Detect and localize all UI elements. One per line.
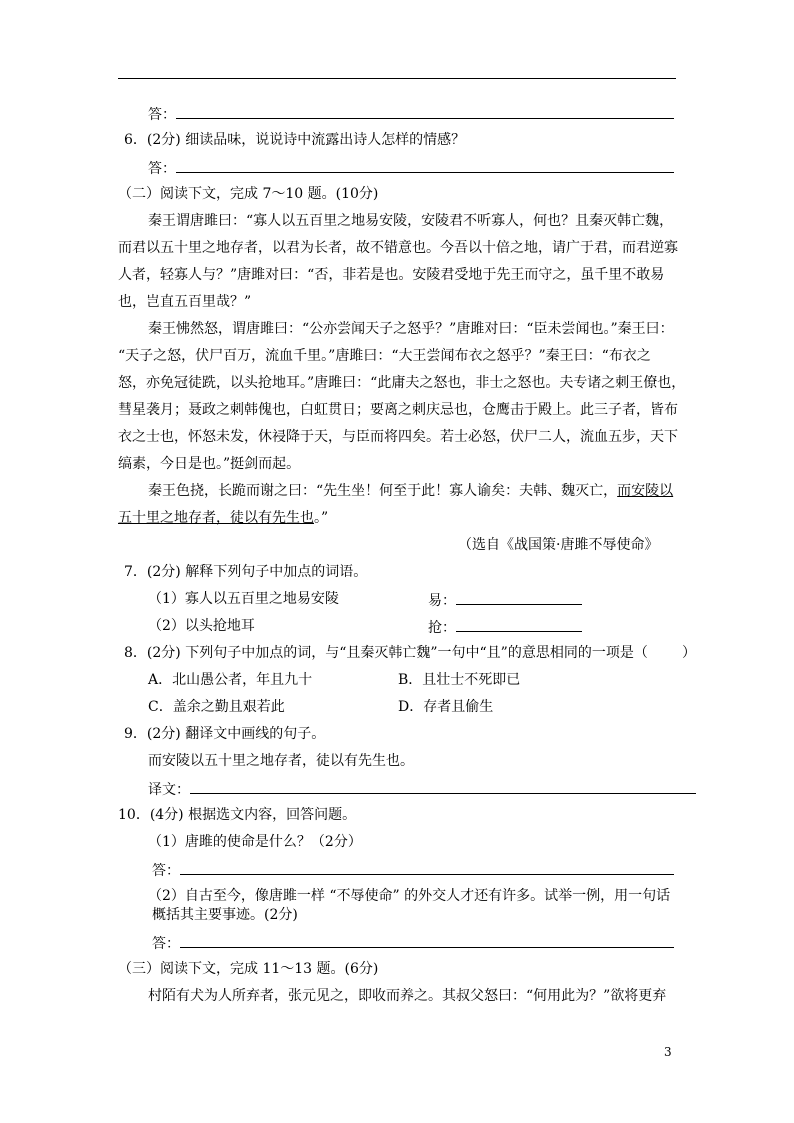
q8-option-d: D．存者且偷生: [398, 699, 494, 715]
answer-label: 答：: [152, 936, 180, 952]
question-7: 7．(2分) 解释下列句子中加点的词语。: [124, 564, 368, 580]
q7-item-2-answer: [428, 616, 582, 638]
passage-line: [118, 508, 328, 528]
underlined-sentence: 而安陵以: [617, 483, 674, 499]
answer-q10-2: [152, 932, 674, 954]
answer-blank[interactable]: [180, 932, 674, 948]
q8-option-b: B．且壮士不死即已: [398, 672, 521, 688]
answer-label: 答：: [148, 161, 176, 177]
header-rule: [118, 78, 676, 79]
answer-q10-1: [152, 859, 674, 881]
answer-label: 答：: [152, 863, 180, 879]
passage-line: [148, 481, 673, 501]
passage-line: 秦王谓唐雎曰：“寡人以五百里之地易安陵，安陵君不听寡人，何也？且秦灭韩亡魏，: [148, 213, 674, 229]
passage-line: 也，岂直五百里哉？”: [118, 294, 252, 310]
answer-q5: [148, 103, 674, 125]
section-2-heading: （二）阅读下文，完成 7～10 题。(10分): [118, 186, 379, 202]
passage-text: 秦王色挠，长跪而谢之曰：“先生坐！何至于此！寡人谕矣：夫韩、魏灭亡，: [148, 483, 618, 499]
q8-paren-close: ）: [682, 645, 696, 661]
answer-blank[interactable]: [190, 778, 696, 794]
answer-label: 抢：: [428, 620, 456, 636]
passage-line: 彗星袭月；聂政之刺韩傀也，白虹贯日；要离之刺庆忌也，仓鹰击于殿上。此三子者，皆布: [118, 402, 678, 418]
q9-answer: [148, 778, 696, 800]
q7-item-1-answer: [428, 589, 582, 611]
underlined-sentence: 五十里之地存者，徒以有先生也: [118, 510, 314, 526]
q10-sub-1: （1）唐雎的使命是什么？（2分）: [148, 834, 362, 850]
question-8: 8．(2分) 下列句子中加点的词，与“且秦灭韩亡魏”一句中“且”的意思相同的一项是（: [124, 645, 648, 661]
answer-label: 答：: [148, 107, 176, 123]
passage-line: 秦王怫然怒，谓唐雎曰：“公亦尝闻天子之怒乎？”唐雎对曰：“臣未尝闻也。”秦王曰：: [148, 321, 674, 337]
answer-blank[interactable]: [180, 859, 674, 875]
passage-line: 衣之士也，怀怒未发，休祲降于天，与臣而将四矣。若士必怒，伏尸二人，流血五步，天下: [118, 429, 678, 445]
q9-sentence: 而安陵以五十里之地存者，徒以有先生也。: [148, 753, 414, 769]
passage-source: （选自《战国策·唐雎不辱使命》: [458, 537, 659, 553]
answer-label: 易：: [428, 593, 456, 609]
q10-sub-2: （2）自古至今，像唐雎一样 “不辱使命” 的外交人才还有许多。试举一例，用一句话: [148, 888, 671, 904]
passage-line: “天子之怒，伏尸百万，流血千里。”唐雎曰：“大王尝闻布衣之怒乎？”秦王曰：“布衣之: [118, 348, 651, 364]
question-10: 10．(4分) 根据选文内容，回答问题。: [118, 807, 357, 823]
answer-blank[interactable]: [456, 616, 582, 632]
answer-blank[interactable]: [456, 589, 582, 605]
q8-option-c: C．盖余之勤且艰若此: [148, 699, 285, 715]
passage-line: 怒，亦免冠徒跣，以头抢地耳。”唐雎曰：“此庸夫之怒也，非士之怒也。夫专诸之刺王僚也，: [118, 375, 686, 391]
q7-item-2: （2）以头抢地耳: [148, 618, 255, 634]
page-number: 3: [664, 1045, 672, 1059]
answer-blank[interactable]: [176, 157, 674, 173]
passage-line: 村陌有犬为人所弃者，张元见之，即收而养之。其叔父怒曰：“何用此为？”欲将更弃: [148, 988, 667, 1004]
section-3-heading: （三）阅读下文，完成 11～13 题。(6分): [118, 961, 379, 977]
answer-label: 译文：: [148, 782, 190, 798]
passage-line: 缟素，今日是也。”挺剑而起。: [118, 456, 301, 472]
passage-line: 而君以五十里之地存者，以君为长者，故不错意也。今吾以十倍之地，请广于君，而君逆寡: [118, 240, 678, 256]
q10-sub-2-cont: 概括其主要事迹。(2分): [152, 907, 298, 923]
question-9: 9．(2分) 翻译文中画线的句子。: [124, 726, 326, 742]
passage-line: 人者，轻寡人与？”唐雎对曰：“否，非若是也。安陵君受地于先王而守之，虽千里不敢易: [118, 267, 665, 283]
q7-item-1: （1）寡人以五百里之地易安陵: [148, 591, 339, 607]
answer-blank[interactable]: [176, 103, 674, 119]
answer-q6: [148, 157, 674, 179]
passage-text: 。”: [314, 510, 329, 526]
question-6: 6．(2分) 细读品味，说说诗中流露出诗人怎样的情感？: [124, 132, 466, 148]
q8-option-a: A．北山愚公者，年且九十: [148, 672, 313, 688]
